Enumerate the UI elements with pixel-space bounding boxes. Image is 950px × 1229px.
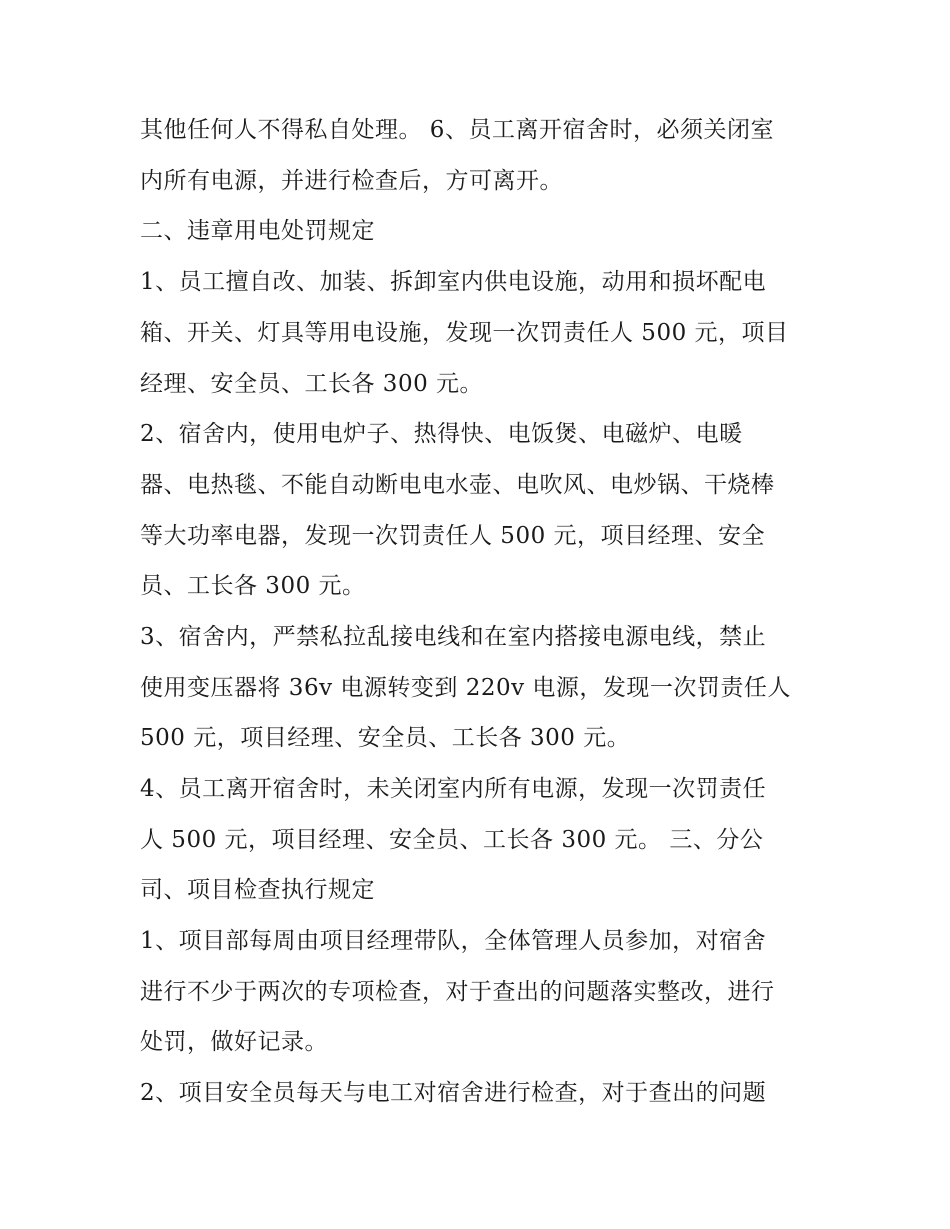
text-line: 1、员工擅自改、加装、拆卸室内供电设施，动用和损坏配电 — [140, 269, 767, 295]
text-line: 人 500 元，项目经理、安全员、工长各 300 元。 三、分公 — [140, 827, 764, 853]
text-line: 司、项目检查执行规定 — [140, 877, 375, 903]
text-line: 箱、开关、灯具等用电设施，发现一次罚责任人 500 元，项目 — [140, 320, 789, 346]
text-line: 使用变压器将 36v 电源转变到 220v 电源，发现一次罚责任人 — [140, 675, 791, 701]
text-line: 4、员工离开宿舍时，未关闭室内所有电源，发现一次罚责任 — [140, 776, 767, 802]
text-line: 器、电热毯、不能自动断电电水壶、电吹风、电炒锅、干烧棒 — [140, 472, 775, 498]
text-line: 2、宿舍内，使用电炉子、热得快、电饭煲、电磁炉、电暖 — [140, 421, 743, 447]
text-line: 内所有电源，并进行检查后，方可离开。 — [140, 168, 563, 194]
text-line: 经理、安全员、工长各 300 元。 — [140, 371, 484, 397]
text-line: 1、项目部每周由项目经理带队，全体管理人员参加，对宿舍 — [140, 928, 767, 954]
text-line: 处罚，做好记录。 — [140, 1029, 328, 1055]
text-line: 员、工长各 300 元。 — [140, 573, 366, 599]
text-line: 2、项目安全员每天与电工对宿舍进行检查，对于查出的问题 — [140, 1080, 767, 1106]
text-line: 等大功率电器，发现一次罚责任人 500 元，项目经理、安全 — [140, 523, 766, 549]
text-line: 进行不少于两次的专项检查，对于查出的问题落实整改，进行 — [140, 979, 775, 1005]
text-line: 其他任何人不得私自处理。 6、员工离开宿舍时，必须关闭室 — [140, 117, 774, 143]
text-line: 3、宿舍内，严禁私拉乱接电线和在室内搭接电源电线，禁止 — [140, 624, 767, 650]
section-heading: 二、违章用电处罚规定 — [140, 218, 375, 244]
text-line: 500 元，项目经理、安全员、工长各 300 元。 — [140, 725, 631, 751]
